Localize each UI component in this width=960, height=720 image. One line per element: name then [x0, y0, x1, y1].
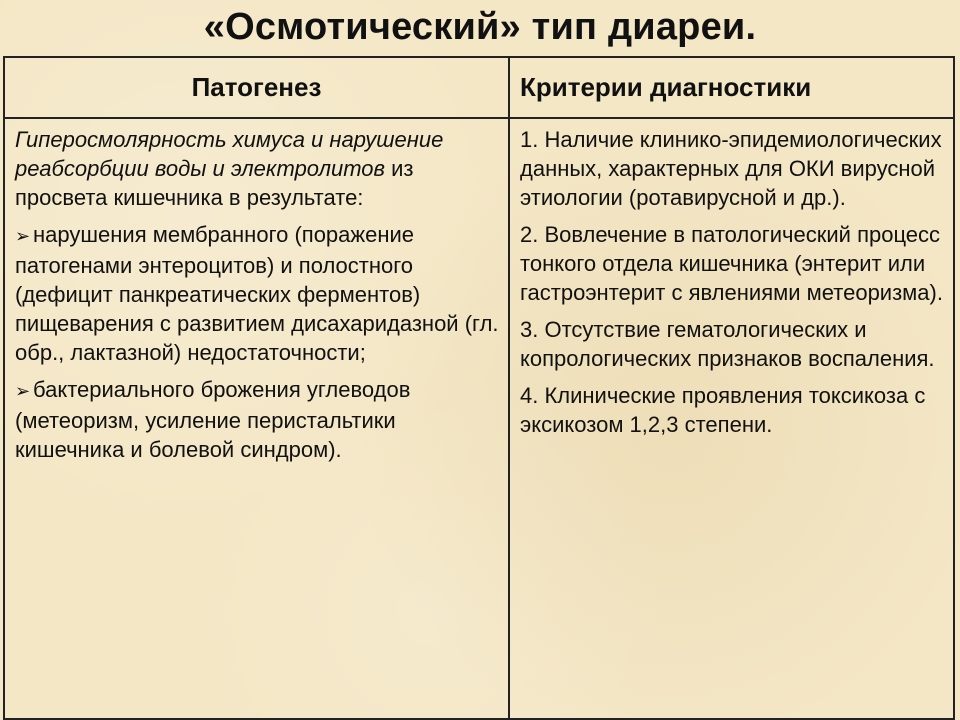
criteria-item-4: 4. Клинические проявления токсикоза с эксикозом 1,2,3 степени.	[520, 383, 926, 437]
pathogenesis-bullet-1-text: нарушения мембранного (поражение патогенами энтероцитов) и полостного (дефицит панкреатических ферментов) пищеварения с развитием дисахаридазной (гл. обр., лактазной) недостаточности;	[15, 222, 499, 365]
header-pathogenesis: Патогенез	[191, 72, 322, 102]
pathogenesis-bullet-2	[15, 375, 500, 464]
criteria-item-1: 1. Наличие клинико-эпидемиологических данных, характерных для ОКИ вирусной этиологии (ротавирусной и др.).	[520, 127, 942, 210]
page-title: «Осмотический» тип диареи.	[203, 6, 757, 48]
criteria-item-3: 3. Отсутствие гематологических и копрологических признаков воспаления.	[520, 317, 935, 371]
pathogenesis-cell	[15, 119, 500, 472]
arrow-bullet-icon: ➢	[15, 226, 31, 246]
pathogenesis-intro-normal: из просвета кишечника в результате:	[15, 156, 414, 210]
pathogenesis-bullet-1	[15, 220, 500, 367]
column-divider	[508, 58, 510, 718]
header-criteria: Критерии диагностики	[520, 72, 812, 102]
arrow-bullet-icon: ➢	[15, 381, 31, 401]
criteria-item-2: 2. Вовлечение в патологический процесс тонкого отдела кишечника (энтерит или гастроэнтерит с явлениями метеоризма).	[520, 222, 943, 305]
comparison-table	[3, 56, 955, 720]
pathogenesis-intro	[15, 125, 500, 212]
pathogenesis-bullet-2-text: бактериального брожения углеводов (метеоризм, усиление перистальтики кишечника и болевой синдром).	[15, 377, 411, 462]
criteria-cell	[520, 119, 950, 447]
pathogenesis-intro-italic: Гиперосмолярность химуса и нарушение реабсорбции воды и электролитов	[15, 127, 444, 181]
